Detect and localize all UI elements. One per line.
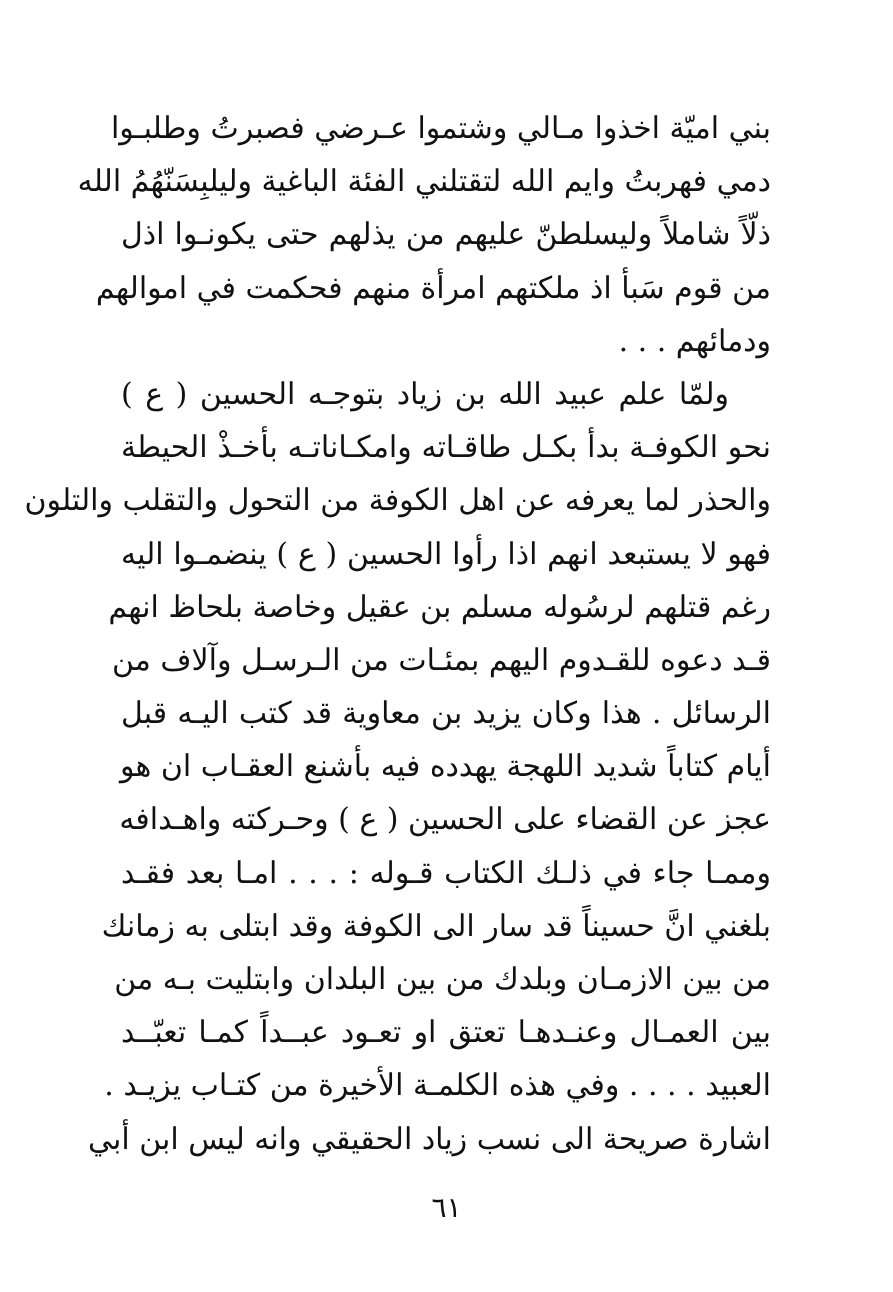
text-line: الرسائل . هذا وكان يزيد بن معاوية قد كتب اليـه قبل bbox=[121, 696, 771, 732]
text-line: العبيد . . . . وفي هذه الكلمـة الأخيرة من كتـاب يزيـد . bbox=[104, 1068, 771, 1104]
text-line: عجز عن القضاء على الحسين ( ع ) وحـركته واهـدافه bbox=[119, 802, 771, 838]
text-line: ودمائهم . . . bbox=[618, 323, 771, 359]
text-line: بلغني انَّ حسيناً قد سار الى الكوفة وقد ابتلى به زمانك bbox=[101, 908, 771, 944]
text-line: اشارة صريحة الى نسب زياد الحقيقي وانه ليس ابن أبي bbox=[87, 1121, 771, 1157]
text-line: والحذر لما يعرفه عن اهل الكوفة من التحول والتقلب والتلون bbox=[24, 483, 771, 519]
text-line: ذلّاً شاملاً وليسلطنّ عليهم من يذلهم حتى يكونـوا اذل bbox=[121, 217, 771, 253]
text-line: قـد دعوه للقـدوم اليهم بمئـات من الـرسـل وآلاف من bbox=[111, 642, 771, 678]
text-line: من بين الازمـان وبلدك من بين البلدان وابتليت بـه من bbox=[114, 962, 771, 997]
text-line: وممـا جاء في ذلـك الكتاب قـوله : . . . امـا بعد فقـد bbox=[121, 855, 771, 891]
text-line: بين العمـال وعنـدهـا تعتق او تعـود عبــداً كمـا تعبّــد bbox=[121, 1015, 771, 1051]
page-number: ٦١ bbox=[431, 1191, 462, 1224]
text-line: نحو الكوفـة بدأ بكـل طاقـاته وامكـاناتـه بأخـذْ الحيطة bbox=[121, 430, 771, 466]
text-line: دمي فهربتُ وايم الله لتقتلني الفئة الباغية وليلبِسَنّهُمُ الله bbox=[77, 164, 771, 200]
text-line: من قوم سَبأ اذ ملكتهم امرأة منهم فحكمت في اموالهم bbox=[95, 270, 771, 306]
text-line: رغم قتلهم لرسُوله مسلم بن عقيل وخاصة بلحاظ انهم bbox=[108, 589, 771, 625]
paragraph-start-line: ولمّا علم عبيد الله بن زياد بتوجـه الحسين ( ع ) bbox=[121, 376, 729, 412]
text-line: أيام كتاباً شديد اللهجة يهدده فيه بأشنع العقـاب ان هو bbox=[120, 749, 771, 785]
body-text bbox=[24, 102, 771, 1166]
text-line: فهو لا يستبعد انهم اذا رأوا الحسين ( ع ) ينضمـوا اليه bbox=[121, 536, 771, 572]
text-line: بني اميّة اخذوا مـالي وشتموا عـرضي فصبرتُ وطلبـوا bbox=[110, 111, 771, 146]
